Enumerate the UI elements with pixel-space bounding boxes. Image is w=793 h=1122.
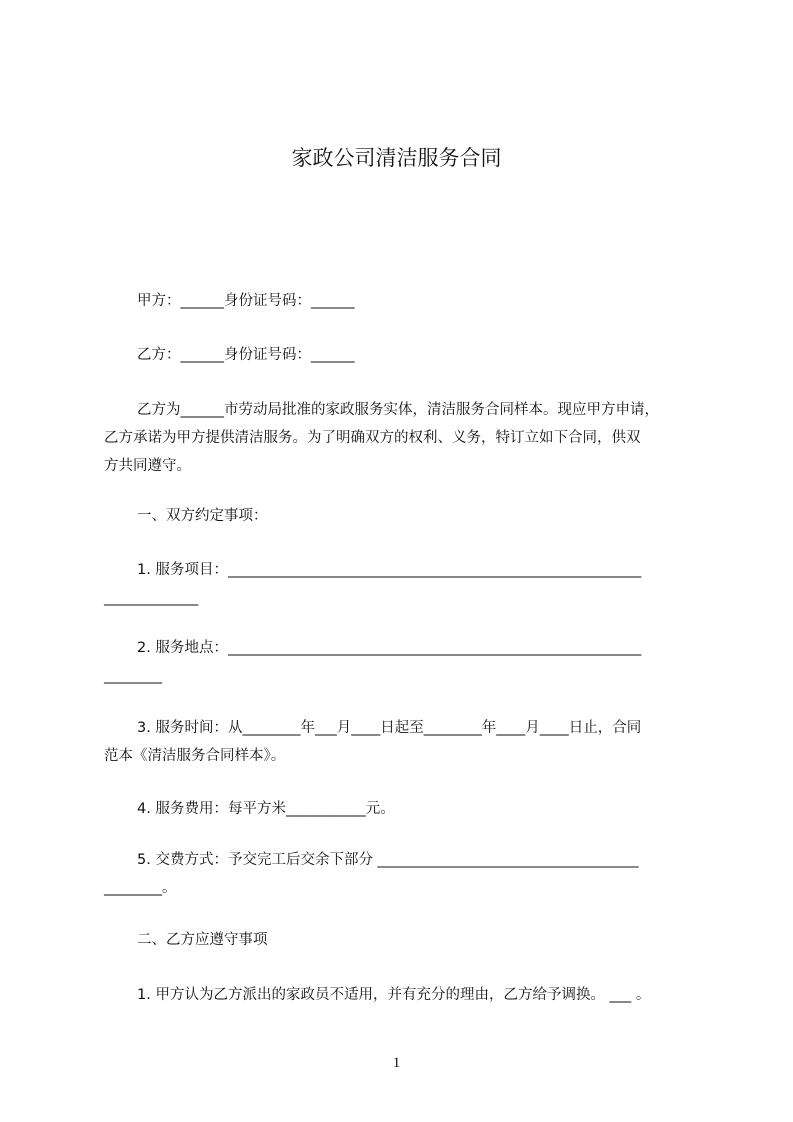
clause-line: 5. 交费方式：予交完工后交余下部分 ____________________________________ (137, 852, 639, 868)
clause-item: 1. 甲方认为乙方派出的家政员不适用，并有充分的理由，乙方给予调换。 ___ 。 (137, 987, 651, 1003)
clause-item (104, 714, 702, 770)
clause-item (104, 556, 702, 612)
clause-line: 3. 服务时间：从________年___月____日起至________年____月____日止，合同 (137, 720, 642, 736)
page-title: 家政公司清洁服务合同 (291, 146, 502, 170)
clause-line: 1. 服务项目：_________________________________________________________ (137, 562, 642, 578)
page-number: 1 (392, 1055, 401, 1071)
intro-line: 方共同遵守。 (104, 458, 191, 474)
party-a-line: 甲方：______身份证号码：______ (137, 293, 355, 309)
clause-item: 4. 服务费用：每平方米___________元。 (137, 801, 395, 817)
clause-item (104, 846, 702, 902)
clause-item (104, 634, 702, 690)
clause-line: _____________ (104, 590, 199, 606)
intro-line: 乙方承诺为甲方提供清洁服务。为了明确双方的权利、义务，特订立如下合同，供双 (104, 430, 641, 446)
clause-line: 范本《清洁服务合同样本》。 (104, 748, 286, 764)
clause-line: ________ (104, 668, 162, 684)
party-b-line: 乙方：______身份证号码：______ (137, 347, 355, 363)
clause-line: 2. 服务地点：_________________________________________________________ (137, 640, 642, 656)
intro-line: 乙方为______市劳动局批准的家政服务实体，清洁服务合同样本。现应甲方申请， (137, 402, 659, 418)
intro-paragraph (104, 396, 702, 480)
section-heading: 一、双方约定事项： (137, 508, 268, 524)
clause-line: ________。 (104, 880, 177, 896)
section-heading: 二、乙方应遵守事项 (137, 932, 268, 948)
